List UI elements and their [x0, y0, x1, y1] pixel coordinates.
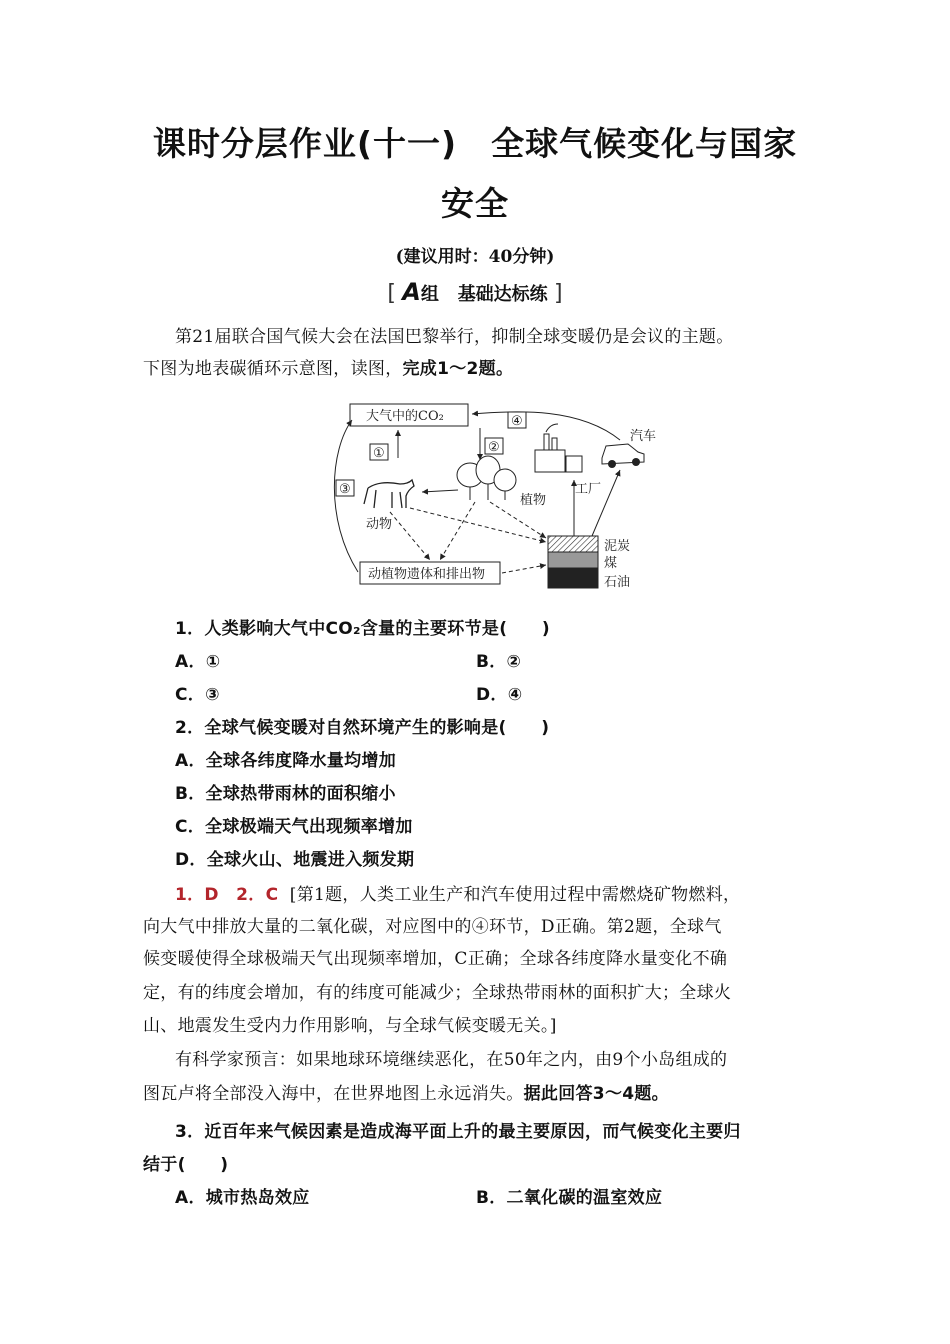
plant-label: 植物: [520, 493, 547, 508]
intro2-line2-bold: 据此回答3～4题。: [523, 1084, 669, 1104]
q2-option-d: D．全球火山、地震进入频发期: [175, 850, 415, 870]
carbon-cycle-diagram: [330, 400, 670, 598]
group-word: 组: [420, 284, 439, 305]
group-letter: A: [402, 278, 421, 306]
page-title-line2: 安全: [441, 184, 509, 223]
q3-option-b: B．二氧化碳的温室效应: [476, 1188, 663, 1208]
page-title-line1: 课时分层作业(十一) 全球气候变化与国家: [152, 124, 798, 163]
oil-label: 石油: [604, 575, 631, 590]
q2-stem: 2．全球气候变暖对自然环境产生的影响是( ): [175, 718, 550, 738]
arrow-remains-fossil: [502, 565, 546, 573]
oil-layer: [548, 568, 598, 588]
q2-option-c: C．全球极端天气出现频率增加: [175, 817, 413, 837]
q3-option-a: A．城市热岛效应: [175, 1188, 310, 1208]
bracket-left: [: [387, 281, 397, 306]
q1-stem: 1．人类影响大气中CO₂含量的主要环节是( ): [175, 619, 550, 639]
atmosphere-label: 大气中的CO₂: [366, 409, 444, 424]
remains-label: 动植物遗体和排出物: [368, 567, 486, 582]
coal-label: 煤: [604, 556, 618, 571]
intro1-line2-bold: 完成1～2题。: [402, 359, 514, 379]
peat-label: 泥炭: [604, 539, 631, 554]
label-4: ④: [511, 414, 523, 429]
label-3: ③: [339, 482, 351, 497]
factory-label: 工厂: [575, 482, 602, 497]
intro1-line2-text: 下图为地表碳循环示意图，读图，: [143, 359, 403, 379]
intro1-line2: [143, 354, 513, 379]
group-header: [0, 278, 950, 306]
arrow-fossil-car: [592, 470, 620, 536]
answer12-line4: 定，有的纬度会增加，有的纬度可能减少；全球热带雨林的面积扩大；全球火: [143, 983, 732, 1003]
q3-stem-line2: 结于( ): [143, 1155, 229, 1175]
answer12-line1-text: [第1题，人类工业生产和汽车使用过程中需燃烧矿物燃料，: [289, 885, 741, 905]
answer12-line3: 候变暖使得全球极端天气出现频率增加，C正确；全球各纬度降水量变化不确: [143, 949, 728, 969]
animal-icon: [364, 480, 414, 508]
group-name: 基础达标练: [457, 284, 548, 305]
answer12-line1: [175, 880, 740, 905]
label-1: ①: [373, 446, 385, 461]
factory-icon: [535, 424, 582, 472]
intro2-line1: 有科学家预言：如果地球环境继续恶化，在50年之内，由9个小岛组成的: [175, 1050, 728, 1070]
animal-label: 动物: [366, 517, 393, 532]
q1-option-c: C．③: [175, 685, 220, 705]
car-icon: [602, 444, 644, 468]
label-2: ②: [488, 440, 500, 455]
q1-option-a: A．①: [175, 652, 221, 672]
q1-option-b: B．②: [476, 652, 522, 672]
q2-option-b: B．全球热带雨林的面积缩小: [175, 784, 396, 804]
arrow-plant-remains: [440, 502, 475, 560]
answer12-key: 1．D 2．C: [175, 885, 279, 905]
q2-option-a: A．全球各纬度降水量均增加: [175, 751, 397, 771]
answer12-line2: 向大气中排放大量的二氧化碳，对应图中的④环节，D正确。第2题，全球气: [143, 917, 722, 937]
answer12-line5: 山、地震发生受内力作用影响，与全球气候变暖无关。]: [143, 1016, 557, 1036]
q1-option-d: D．④: [476, 685, 523, 705]
intro2-line2: [143, 1079, 669, 1104]
arrow-plant-animal: [422, 490, 458, 492]
time-hint: (建议用时：40分钟): [395, 247, 555, 267]
intro1-line1: 第21届联合国气候大会在法国巴黎举行，抑制全球变暖仍是会议的主题。: [175, 327, 734, 347]
coal-layer: [548, 552, 598, 568]
intro2-line2-text: 图瓦卢将全部没入海中，在世界地图上永远消失。: [143, 1084, 524, 1104]
bracket-right: ]: [553, 281, 563, 306]
car-label: 汽车: [630, 429, 657, 444]
plant-icon: [457, 456, 516, 500]
peat-layer: [548, 536, 598, 552]
q3-stem-line1: 3．近百年来气候因素是造成海平面上升的最主要原因，而气候变化主要归: [175, 1122, 741, 1142]
arrow-animal-remains: [390, 512, 430, 560]
